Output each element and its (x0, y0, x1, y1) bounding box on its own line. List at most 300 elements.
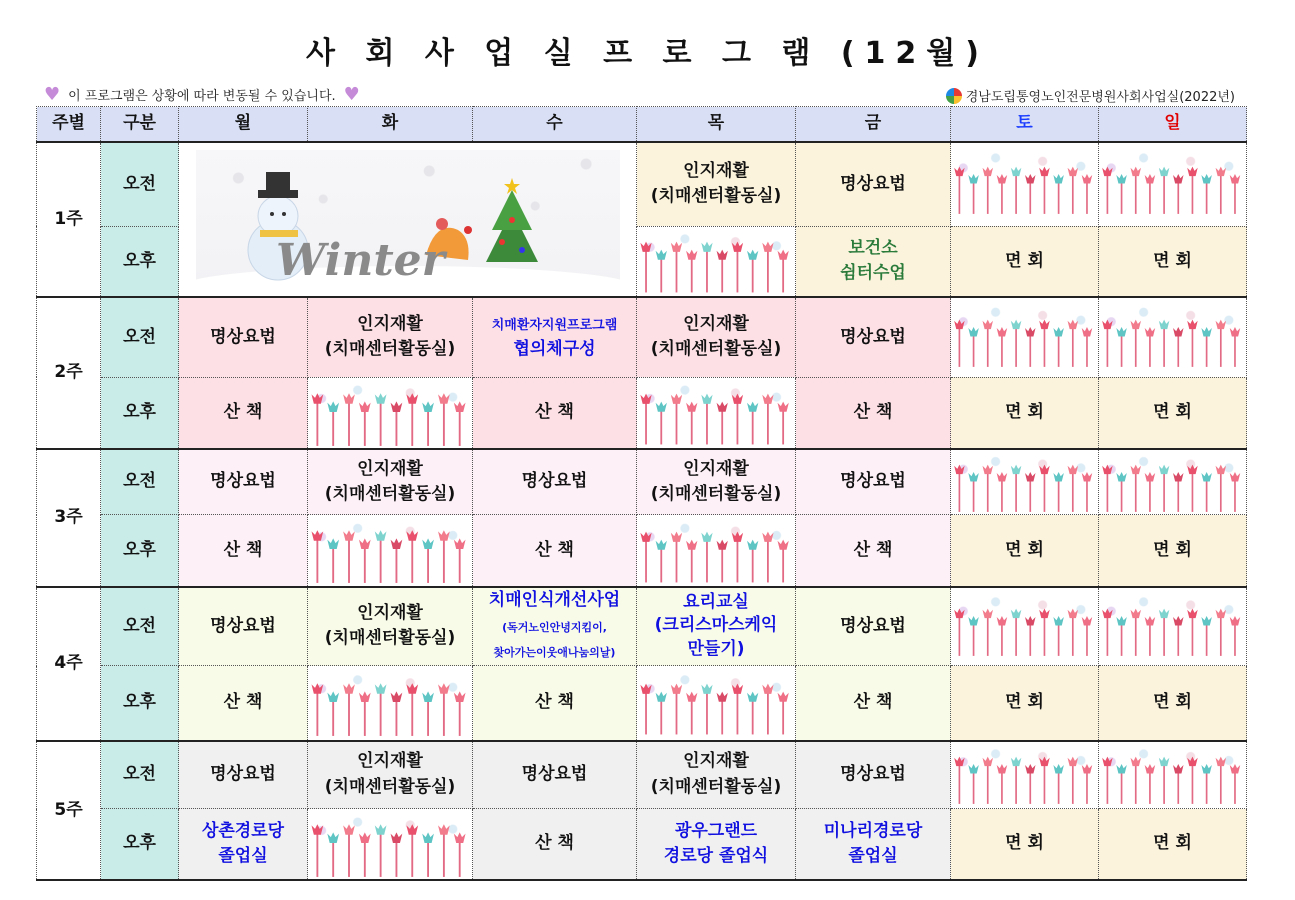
part-pm: 오후 (101, 226, 179, 297)
winter-illustration (196, 150, 620, 290)
flower-decoration (1099, 142, 1247, 226)
flower-head (1025, 327, 1036, 336)
flower-head (1131, 319, 1142, 328)
flower-head (1039, 608, 1050, 617)
cell-w5-pm-sun: 면 회 (1099, 809, 1247, 881)
flower-head (968, 174, 979, 183)
part-am: 오전 (101, 142, 179, 226)
flower-head (656, 692, 667, 702)
flower-head (327, 832, 339, 843)
part-pm: 오후 (101, 809, 179, 881)
flower-head (343, 683, 355, 694)
flower-head (1216, 166, 1227, 175)
flower-head (1053, 174, 1064, 183)
cell-w4-pm-fri: 산 책 (796, 666, 951, 741)
flower-head (359, 401, 371, 412)
flower-head (732, 393, 743, 403)
flower-head (1216, 757, 1227, 766)
flower-head (983, 757, 994, 766)
flower-decoration (308, 515, 473, 587)
flower-head (997, 472, 1008, 481)
cell-w4-pm-sat: 면 회 (951, 666, 1099, 741)
flower-head (1187, 166, 1198, 175)
flower-head (1039, 166, 1050, 175)
cell-w2-pm-sun: 면 회 (1099, 377, 1247, 449)
tulip-pattern-icon (951, 743, 1098, 806)
flower-decoration (308, 377, 473, 449)
page-title: 사 회 사 업 실 프 로 그 램 (12월) (306, 36, 989, 71)
flower-decoration (308, 666, 473, 741)
flower-head (422, 832, 434, 843)
flower-head (375, 824, 387, 835)
tulip-pattern-icon (951, 451, 1098, 514)
cell-w2-pm-mon: 산 책 (179, 377, 308, 449)
flower-head (656, 539, 667, 549)
flower-head (1011, 757, 1022, 766)
flower-head (762, 684, 773, 694)
flower-head (717, 692, 728, 702)
flower-head (686, 539, 697, 549)
flower-decoration (951, 587, 1099, 666)
flower-head (1145, 616, 1156, 625)
flower-head (1082, 472, 1093, 481)
flower-head (406, 531, 418, 542)
flower-head (954, 608, 965, 617)
cell-w2-am-mon: 명상요법 (179, 297, 308, 377)
cell-w1-am-thu: 인지재활 (치매센터활동실) (637, 142, 796, 226)
flower-head (954, 464, 965, 473)
flower-head (717, 250, 728, 260)
flower-head (1131, 608, 1142, 617)
tulip-pattern-icon (637, 227, 795, 295)
flower-head (1159, 166, 1170, 175)
cell-w5-pm-thu: 광우그랜드 경로당 졸업식 (637, 809, 796, 881)
flower-head (1082, 764, 1093, 773)
flower-head (375, 393, 387, 404)
flower-head (686, 401, 697, 411)
flower-head (1068, 464, 1079, 473)
flower-head (1082, 327, 1093, 336)
flower-head (1053, 472, 1064, 481)
flower-head (1102, 608, 1113, 617)
tulip-pattern-icon (308, 809, 472, 879)
flower-decoration (951, 142, 1099, 226)
cell-w4-am-wed: 치매인식개선사업 (독거노인안녕지킴이, 찾아가는이웃애나눔의날) (473, 587, 637, 666)
cell-w4-pm-sun: 면 회 (1099, 666, 1247, 741)
flower-decoration (637, 666, 796, 741)
cell-w5-pm-sat: 면 회 (951, 809, 1099, 881)
heart-icon: ♥ (343, 84, 360, 105)
flower-head (1145, 327, 1156, 336)
flower-head (1187, 757, 1198, 766)
cell-w3-pm-fri: 산 책 (796, 515, 951, 587)
flower-head (1187, 464, 1198, 473)
flower-head (375, 683, 387, 694)
cell-w2-am-wed: 치매환자지원프로그램 협의체구성 (473, 297, 637, 377)
organization-name: 경남도립통영노인전문병원사회사업실(2022년) (965, 90, 1235, 105)
cell-w2-pm-fri: 산 책 (796, 377, 951, 449)
flower-head (686, 692, 697, 702)
tulip-pattern-icon (1099, 595, 1246, 658)
flower-head (1230, 616, 1241, 625)
flower-head (1131, 757, 1142, 766)
cell-w4-pm-mon: 산 책 (179, 666, 308, 741)
cell-w4-am-tue: 인지재활 (치매센터활동실) (308, 587, 473, 666)
flower-head (954, 166, 965, 175)
flower-head (454, 832, 466, 843)
flower-head (717, 539, 728, 549)
flower-head (778, 401, 789, 411)
flower-head (1131, 166, 1142, 175)
flower-decoration (308, 809, 473, 881)
cell-w4-am-thu: 요리교실 (크리스마스케익 만들기) (637, 587, 796, 666)
flower-head (747, 539, 758, 549)
cell-w3-pm-mon: 산 책 (179, 515, 308, 587)
flower-head (640, 531, 651, 541)
part-pm: 오후 (101, 666, 179, 741)
flower-head (1025, 616, 1036, 625)
header-fri: 금 (796, 107, 951, 143)
cell-w1-pm-sat: 면 회 (951, 226, 1099, 297)
flower-head (1116, 472, 1127, 481)
flower-head (1025, 764, 1036, 773)
week-label: 4주 (37, 587, 101, 741)
flower-head (997, 616, 1008, 625)
flower-head (1116, 174, 1127, 183)
part-am: 오전 (101, 449, 179, 515)
cell-w4-am-mon: 명상요법 (179, 587, 308, 666)
flower-head (312, 683, 324, 694)
header-part: 구분 (101, 107, 179, 143)
flower-head (391, 539, 403, 550)
flower-head (640, 242, 651, 252)
flower-head (997, 764, 1008, 773)
header-mon: 월 (179, 107, 308, 143)
flower-head (762, 242, 773, 252)
flower-head (671, 393, 682, 403)
cell-w2-pm-wed: 산 책 (473, 377, 637, 449)
flower-head (1159, 757, 1170, 766)
flower-head (1173, 472, 1184, 481)
flower-head (359, 539, 371, 550)
flower-head (327, 539, 339, 550)
header-row (37, 107, 1247, 143)
flower-head (1053, 764, 1064, 773)
cell-w2-pm-sat: 면 회 (951, 377, 1099, 449)
flower-head (656, 401, 667, 411)
flower-decoration (637, 515, 796, 587)
flower-head (747, 250, 758, 260)
flower-head (1102, 319, 1113, 328)
flower-head (312, 531, 324, 542)
cell-w1-pm-fri: 보건소 쉼터수업 (796, 226, 951, 297)
flower-head (1201, 327, 1212, 336)
flower-decoration (951, 449, 1099, 515)
flower-head (1230, 327, 1241, 336)
flower-decoration (1099, 449, 1247, 515)
flower-head (1159, 464, 1170, 473)
flower-head (747, 401, 758, 411)
flower-head (1025, 472, 1036, 481)
tulip-pattern-icon (308, 378, 472, 448)
flower-head (422, 539, 434, 550)
organization (946, 86, 1235, 105)
week3-pm-row (37, 515, 1247, 587)
flower-head (1025, 174, 1036, 183)
flower-head (1145, 472, 1156, 481)
header-sun: 일 (1099, 107, 1247, 143)
cell-w3-am-wed: 명상요법 (473, 449, 637, 515)
flower-head (454, 539, 466, 550)
flower-head (1082, 174, 1093, 183)
flower-head (343, 824, 355, 835)
week-label: 2주 (37, 297, 101, 449)
flower-head (1011, 608, 1022, 617)
flower-head (778, 692, 789, 702)
flower-head (343, 393, 355, 404)
part-pm: 오후 (101, 515, 179, 587)
tulip-pattern-icon (637, 379, 795, 447)
tulip-pattern-icon (951, 595, 1098, 658)
flower-head (1173, 764, 1184, 773)
flower-head (391, 832, 403, 843)
flower-head (1201, 472, 1212, 481)
flower-head (1201, 764, 1212, 773)
flower-decoration (1099, 741, 1247, 809)
flower-head (997, 174, 1008, 183)
winter-text: Winter (275, 234, 445, 286)
flower-head (1011, 464, 1022, 473)
flower-head (406, 824, 418, 835)
flower-head (1173, 327, 1184, 336)
cell-w3-am-tue: 인지재활 (치매센터활동실) (308, 449, 473, 515)
flower-head (701, 242, 712, 252)
flower-head (375, 531, 387, 542)
flower-head (762, 393, 773, 403)
flower-decoration (1099, 297, 1247, 377)
cell-w4-pm-wed: 산 책 (473, 666, 637, 741)
week-label: 1주 (37, 142, 101, 297)
flower-head (954, 319, 965, 328)
flower-head (983, 319, 994, 328)
tulip-pattern-icon (1099, 153, 1246, 216)
flower-head (1187, 608, 1198, 617)
flower-head (1011, 166, 1022, 175)
flower-head (701, 531, 712, 541)
flower-head (997, 327, 1008, 336)
flower-head (1102, 166, 1113, 175)
flower-head (983, 464, 994, 473)
flower-head (983, 608, 994, 617)
flower-head (640, 393, 651, 403)
flower-head (1039, 319, 1050, 328)
flower-head (701, 684, 712, 694)
notice-text: 이 프로그램은 상황에 따라 변동될 수 있습니다. (68, 89, 336, 104)
flower-head (732, 684, 743, 694)
flower-head (701, 393, 712, 403)
flower-head (1159, 608, 1170, 617)
flower-head (391, 401, 403, 412)
flower-head (1159, 319, 1170, 328)
flower-head (406, 683, 418, 694)
flower-head (1201, 174, 1212, 183)
flower-head (968, 327, 979, 336)
cell-w1-am-fri: 명상요법 (796, 142, 951, 226)
flower-head (968, 472, 979, 481)
week4-pm-row (37, 666, 1247, 741)
cell-w3-am-fri: 명상요법 (796, 449, 951, 515)
flower-decoration (951, 297, 1099, 377)
flower-head (1116, 327, 1127, 336)
heart-icon: ♥ (44, 84, 61, 105)
flower-head (1216, 608, 1227, 617)
week2-pm-row (37, 377, 1247, 449)
flower-head (1187, 319, 1198, 328)
flower-head (438, 824, 450, 835)
flower-head (1082, 616, 1093, 625)
flower-head (454, 401, 466, 412)
flower-head (422, 691, 434, 702)
flower-head (359, 832, 371, 843)
tulip-pattern-icon (308, 668, 472, 738)
flower-head (1068, 757, 1079, 766)
flower-head (1053, 616, 1064, 625)
cell-w2-am-fri: 명상요법 (796, 297, 951, 377)
week-label: 3주 (37, 449, 101, 587)
flower-head (983, 166, 994, 175)
header-wed: 수 (473, 107, 637, 143)
flower-head (732, 531, 743, 541)
flower-head (686, 250, 697, 260)
cell-w3-pm-wed: 산 책 (473, 515, 637, 587)
header-tue: 화 (308, 107, 473, 143)
week4-am-row (37, 587, 1247, 666)
flower-decoration (1099, 587, 1247, 666)
flower-head (1230, 174, 1241, 183)
flower-head (1116, 764, 1127, 773)
flower-head (717, 401, 728, 411)
tulip-pattern-icon (951, 306, 1098, 369)
flower-decoration (951, 741, 1099, 809)
cell-w5-pm-wed: 산 책 (473, 809, 637, 881)
flower-head (438, 393, 450, 404)
flower-head (762, 531, 773, 541)
week5-am-row (37, 741, 1247, 809)
flower-head (671, 684, 682, 694)
flower-head (968, 616, 979, 625)
week5-pm-row (37, 809, 1247, 881)
flower-head (1102, 464, 1113, 473)
flower-head (1039, 464, 1050, 473)
cell-w3-pm-sat: 면 회 (951, 515, 1099, 587)
tulip-pattern-icon (308, 515, 472, 585)
tulip-pattern-icon (1099, 306, 1246, 369)
flower-head (656, 250, 667, 260)
flower-head (1068, 608, 1079, 617)
cell-w3-pm-sun: 면 회 (1099, 515, 1247, 587)
winter-image (179, 142, 637, 297)
tulip-pattern-icon (637, 669, 795, 737)
flower-head (406, 393, 418, 404)
flower-head (1173, 174, 1184, 183)
flower-head (438, 531, 450, 542)
cell-w2-am-tue: 인지재활 (치매센터활동실) (308, 297, 473, 377)
flower-head (343, 531, 355, 542)
cell-w5-am-thu: 인지재활 (치매센터활동실) (637, 741, 796, 809)
flower-head (327, 691, 339, 702)
logo-icon (946, 88, 962, 104)
flower-head (1102, 757, 1113, 766)
flower-head (671, 531, 682, 541)
flower-head (1116, 616, 1127, 625)
cell-w5-am-mon: 명상요법 (179, 741, 308, 809)
cell-w1-pm-sun: 면 회 (1099, 226, 1247, 297)
flower-head (1201, 616, 1212, 625)
flower-head (312, 824, 324, 835)
flower-head (968, 764, 979, 773)
flower-decoration (637, 377, 796, 449)
flower-head (1131, 464, 1142, 473)
flower-head (312, 393, 324, 404)
cell-w5-am-fri: 명상요법 (796, 741, 951, 809)
flower-head (954, 757, 965, 766)
flower-head (1230, 764, 1241, 773)
flower-head (1145, 174, 1156, 183)
flower-head (732, 242, 743, 252)
flower-head (1068, 166, 1079, 175)
part-am: 오전 (101, 587, 179, 666)
cell-w5-pm-mon: 상촌경로당 졸업실 (179, 809, 308, 881)
week-label: 5주 (37, 741, 101, 881)
flower-head (1053, 327, 1064, 336)
tulip-pattern-icon (1099, 743, 1246, 806)
cell-w5-pm-fri: 미나리경로당 졸업실 (796, 809, 951, 881)
part-pm: 오후 (101, 377, 179, 449)
flower-head (1173, 616, 1184, 625)
cell-w5-am-wed: 명상요법 (473, 741, 637, 809)
flower-head (747, 692, 758, 702)
header-thu: 목 (637, 107, 796, 143)
flower-head (1230, 472, 1241, 481)
flower-head (640, 684, 651, 694)
flower-head (1011, 319, 1022, 328)
flower-head (1068, 319, 1079, 328)
part-am: 오전 (101, 297, 179, 377)
flower-head (438, 683, 450, 694)
flower-head (1216, 319, 1227, 328)
flower-head (1145, 764, 1156, 773)
week3-am-row (37, 449, 1247, 515)
flower-head (1039, 757, 1050, 766)
flower-head (454, 691, 466, 702)
tulip-pattern-icon (1099, 451, 1246, 514)
cell-w4-am-fri: 명상요법 (796, 587, 951, 666)
flower-decoration (637, 226, 796, 297)
cell-w3-am-mon: 명상요법 (179, 449, 308, 515)
cell-w2-am-thu: 인지재활 (치매센터활동실) (637, 297, 796, 377)
tulip-pattern-icon (637, 517, 795, 585)
flower-head (778, 539, 789, 549)
flower-head (1216, 464, 1227, 473)
flower-head (422, 401, 434, 412)
tulip-pattern-icon (951, 153, 1098, 216)
cell-w3-am-thu: 인지재활 (치매센터활동실) (637, 449, 796, 515)
schedule-table (36, 106, 1247, 881)
header-week: 주별 (37, 107, 101, 143)
flower-head (671, 242, 682, 252)
header-sat: 토 (951, 107, 1099, 143)
flower-head (778, 250, 789, 260)
